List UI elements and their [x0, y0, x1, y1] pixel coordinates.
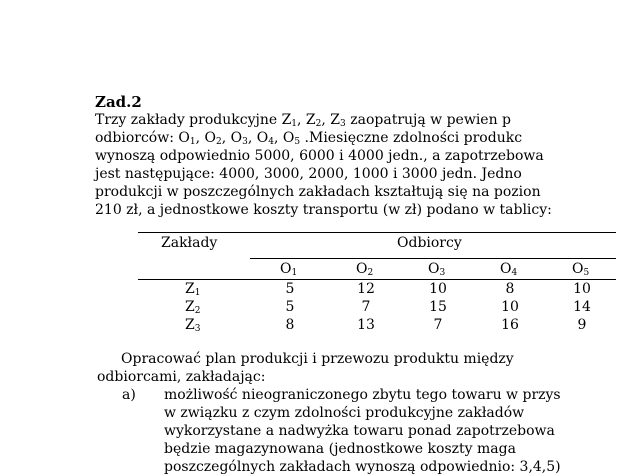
text-line: będzie magazynowana (jednostkowe koszty maga — [164, 441, 516, 457]
table-top-rule — [138, 232, 616, 233]
text-run: zaopatrują w pewien p — [345, 112, 512, 128]
plant-letter: Z — [185, 317, 195, 333]
text-run: Trzy zakłady produkcyjne Z — [95, 112, 292, 128]
paragraph-line — [95, 201, 552, 219]
text-line: w związku z czym zdolności produkcyjne zakładów — [164, 405, 525, 421]
cost-cell: 5 — [285, 299, 295, 315]
text-line: możliwość nieograniczonego zbytu tego towaru w przys — [164, 387, 561, 403]
text-run: , O — [247, 130, 269, 146]
subscript: 1 — [291, 268, 298, 278]
text-run: .Miesięczne zdolności produkc — [300, 130, 523, 146]
cost-cell: 7 — [361, 299, 371, 315]
receiver-label: O — [280, 261, 292, 277]
paragraph-line — [95, 183, 541, 201]
header-receivers: Odbiorcy — [397, 235, 462, 251]
text-run: , O — [273, 130, 295, 146]
cost-cell: 5 — [285, 281, 295, 297]
plant-letter: Z — [185, 281, 195, 297]
cost-cell: 10 — [501, 299, 519, 315]
receiver-label: O — [572, 261, 584, 277]
subscript: 2 — [315, 119, 322, 129]
subscript: 1 — [189, 137, 196, 147]
subscript: 3 — [242, 137, 248, 147]
cost-cell: 15 — [429, 299, 447, 315]
subscript: 4 — [511, 268, 518, 278]
text-run: odbiorców: O — [95, 130, 190, 146]
paragraph-line — [95, 147, 544, 165]
subscript: 3 — [439, 268, 446, 278]
text-run: , O — [221, 130, 243, 146]
receiver-header — [500, 260, 517, 282]
text-line: odbiorcami, zakładając: — [97, 369, 266, 385]
text-run: produkcji w poszczególnych zakładach kształtują się na pozion — [95, 184, 541, 200]
paragraph-line — [95, 165, 522, 183]
receiver-label: O — [356, 261, 368, 277]
list-marker: a) — [122, 387, 136, 403]
subscript: 3 — [340, 119, 346, 129]
exercise-title: Zad.2 — [95, 93, 142, 111]
subscript: 1 — [194, 288, 201, 298]
receiver-header — [428, 260, 445, 282]
subscript: 4 — [268, 137, 274, 147]
subscript: 1 — [291, 119, 298, 129]
cost-cell: 16 — [501, 317, 519, 333]
subscript: 2 — [194, 306, 201, 316]
plant-label — [185, 316, 200, 338]
subscript: 5 — [583, 268, 590, 278]
cost-cell: 8 — [285, 317, 295, 333]
text-run: wynoszą odpowiednio 5000, 6000 i 4000 jedn., a zapotrzebowa — [95, 148, 544, 164]
receiver-label: O — [428, 261, 440, 277]
receiver-header — [572, 260, 589, 282]
header-plants: Zakłady — [161, 235, 218, 251]
receiver-header — [280, 260, 297, 282]
cost-cell: 9 — [577, 317, 587, 333]
plant-letter: Z — [185, 299, 195, 315]
cost-cell: 10 — [429, 281, 447, 297]
text-run: , Z — [297, 112, 316, 128]
text-line: poszczególnych zakładach wynoszą odpowiednio: 3,4,5) — [164, 459, 561, 475]
text-line: wykorzystane a nadwyżka towaru ponad zapotrzebowa — [164, 423, 555, 439]
cost-cell: 14 — [573, 299, 591, 315]
text-run: , Z — [321, 112, 341, 128]
subscript: 2 — [367, 268, 374, 278]
cost-cell: 13 — [357, 317, 375, 333]
cost-cell: 7 — [433, 317, 443, 333]
subscript: 3 — [194, 324, 201, 334]
text-run: , O — [195, 130, 216, 146]
receiver-header — [356, 260, 373, 282]
text-run: 210 zł, a jednostkowe koszty transportu (w zł) podano w tablicy: — [95, 202, 552, 218]
subscript: 5 — [294, 137, 301, 147]
cost-cell: 8 — [505, 281, 515, 297]
text-line: Opracować plan produkcji i przewozu produktu między — [121, 351, 514, 367]
text-run: jest następujące: 4000, 3000, 2000, 1000 i 3000 jedn. Jedno — [95, 166, 522, 182]
receivers-header-rule — [250, 258, 616, 259]
cost-cell: 10 — [573, 281, 591, 297]
receiver-label: O — [500, 261, 512, 277]
cost-cell: 12 — [357, 281, 375, 297]
subscript: 2 — [215, 137, 222, 147]
